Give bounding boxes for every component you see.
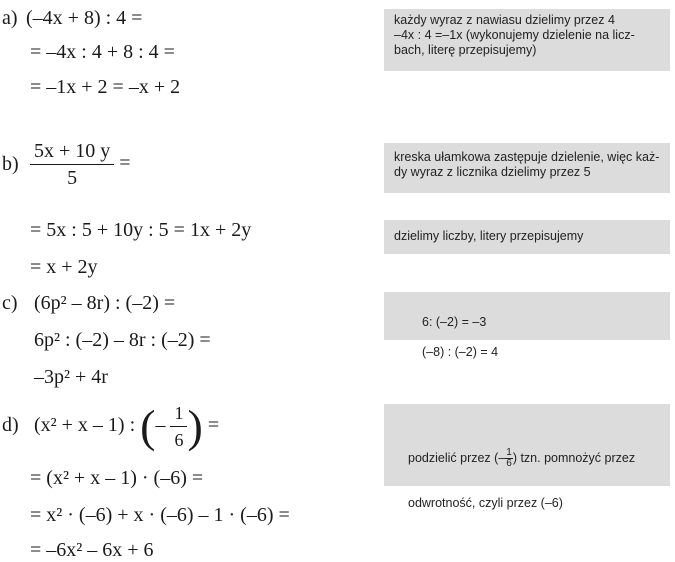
part-d-fraction	[170, 400, 187, 453]
part-d-line-1	[34, 399, 219, 453]
part-d-frac-num: 1	[170, 400, 187, 427]
part-b-line-2: = 5x : 5 + 10y : 5 = 1x + 2y	[30, 219, 252, 241]
part-d-label: d)	[2, 414, 19, 436]
part-b-line-3: = x + 2y	[30, 256, 98, 278]
part-c-line-2: 6p² : (–2) – 8r : (–2) =	[34, 329, 211, 351]
part-a-line-3: = –1x + 2 = –x + 2	[30, 76, 181, 98]
part-b-denominator: 5	[67, 167, 78, 189]
part-c-note-line-1: 6: (–2) = –3	[422, 315, 487, 329]
part-d-line-3: = x² · (–6) + x · (–6) – 1 · (–6) =	[30, 504, 290, 526]
part-d-line-2: = (x² + x – 1) · (–6) =	[30, 467, 204, 489]
part-d-note-fraction	[505, 448, 513, 469]
part-c-note	[384, 292, 670, 359]
part-c-label: c)	[2, 292, 18, 314]
part-b-equals: =	[119, 152, 131, 175]
part-d-minus: –	[155, 414, 166, 436]
part-d-note-after: ) tzn. pomnożyć przez	[512, 450, 636, 465]
part-a-note: każdy wyraz z nawiasu dzielimy przez 4 –4x : 4 =–1x (wykonujemy dzielenie na licz- bach, literę przepisujemy)	[384, 9, 670, 71]
part-b-fraction	[30, 138, 114, 191]
part-d-note-frac-den: 6	[506, 458, 512, 469]
part-d-equals: =	[207, 414, 220, 436]
part-d-paren-close: )	[187, 400, 203, 452]
part-b-label: b)	[2, 153, 19, 175]
part-d-paren-open: (	[140, 400, 156, 452]
part-a-label: a)	[2, 7, 18, 29]
part-d-line-4: = –6x² – 6x + 6	[30, 539, 154, 561]
part-d-note-line-2: odwrotność, czyli przez (–6)	[408, 496, 563, 510]
part-d-prefix: (x² + x – 1) :	[34, 414, 136, 436]
part-a-line-1: (–4x + 8) : 4 =	[26, 7, 143, 29]
part-d-frac-den: 6	[174, 429, 184, 450]
part-b-note-2: dzielimy liczby, litery przepisujemy	[384, 220, 670, 254]
part-d-note-line-1	[408, 433, 670, 469]
part-c-line-1: (6p² – 8r) : (–2) =	[34, 292, 176, 314]
part-a-line-2: = –4x : 4 + 8 : 4 =	[30, 41, 175, 63]
part-b-numerator: 5x + 10 y	[30, 138, 114, 165]
part-c-line-3: –3p² + 4r	[34, 366, 108, 388]
part-b-note-1: kreska ułamkowa zastępuje dzielenie, więc każ- dy wyraz z licznika dzielimy przez 5	[384, 143, 670, 193]
part-d-note-before: podzielić przez (–	[408, 450, 506, 465]
part-d-note	[384, 404, 670, 510]
part-b-fraction-line	[30, 138, 131, 191]
part-c-note-line-2: (–8) : (–2) = 4	[422, 345, 499, 359]
part-d-note-frac-num: 1	[506, 447, 512, 458]
